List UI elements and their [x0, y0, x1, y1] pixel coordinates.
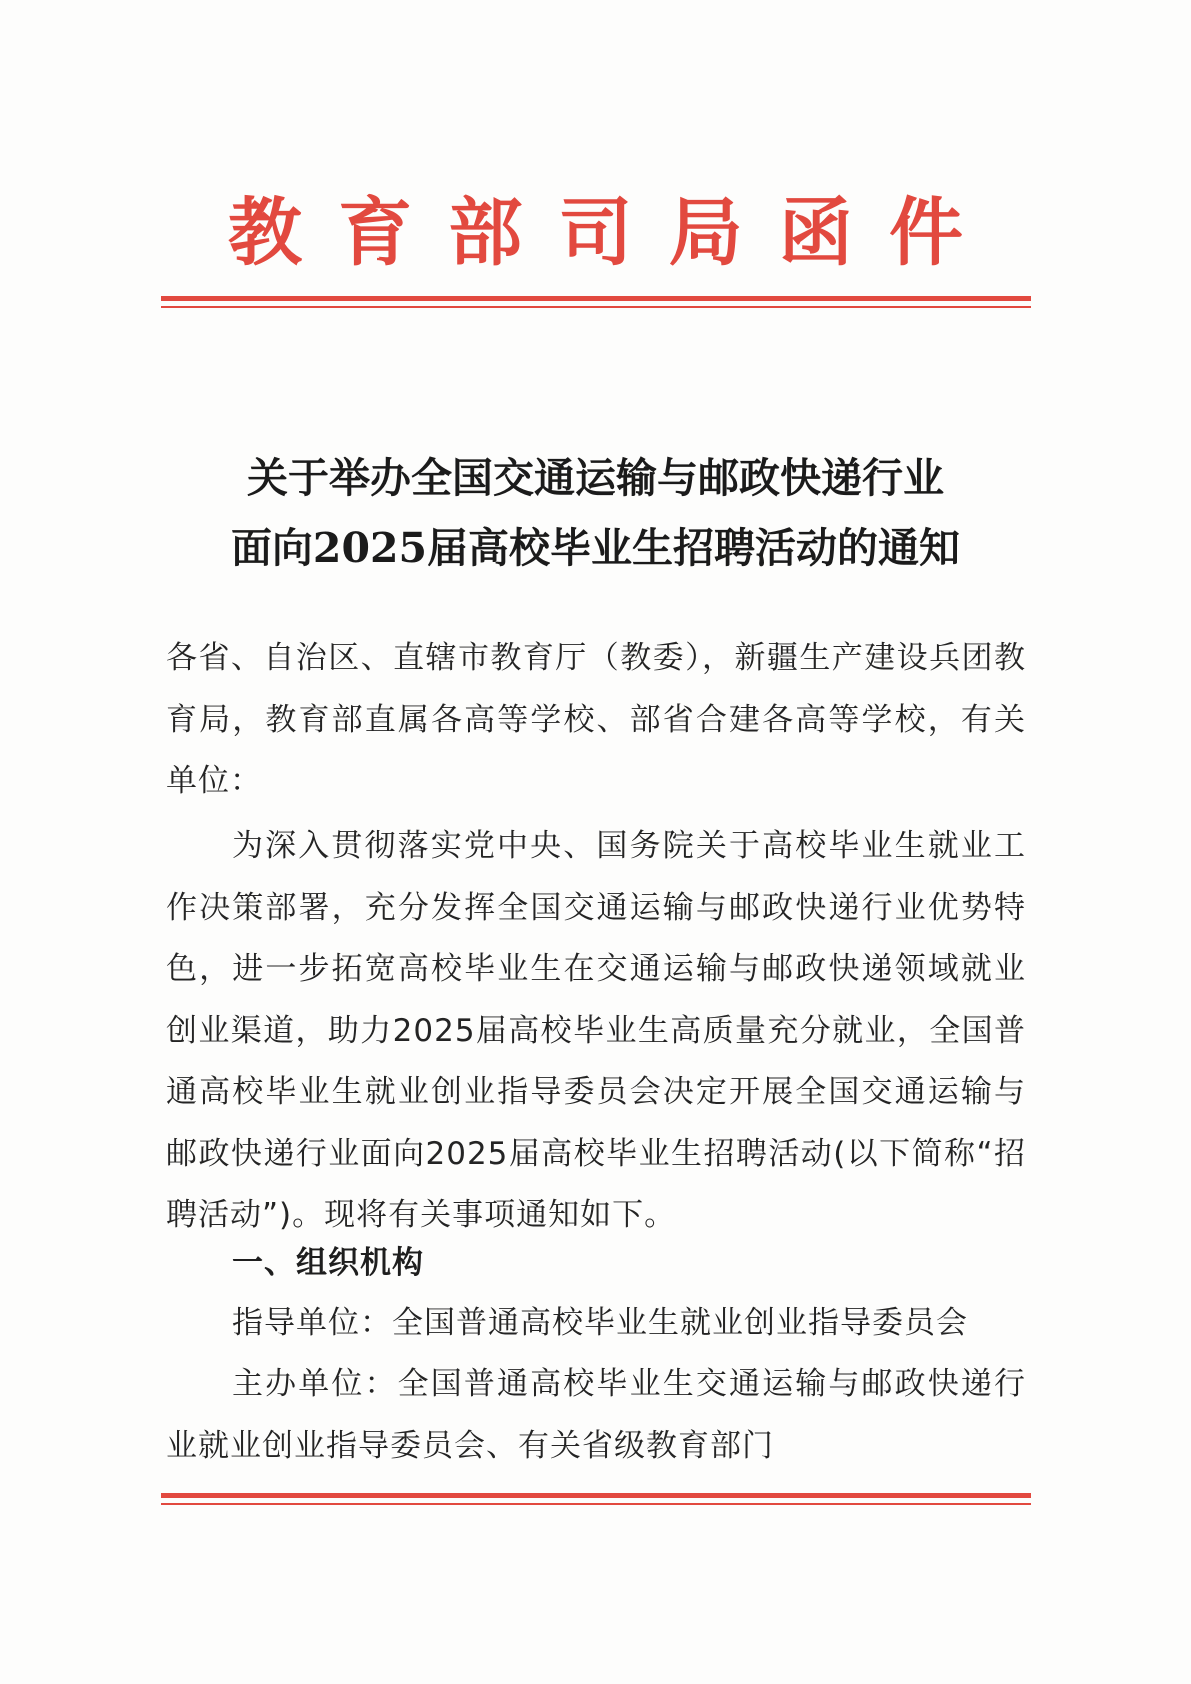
letterhead-char: 局 [668, 190, 743, 276]
letterhead-char: 育 [338, 190, 413, 276]
rule-thin-line [161, 306, 1031, 308]
document-title-line2: 面向2025届高校毕业生招聘活动的通知 [230, 524, 961, 572]
host-unit: 主办单位：全国普通高校毕业生交通运输与邮政快递行业就业创业指导委员会、有关省级教育部门 [166, 1366, 1026, 1464]
letterhead-char: 教 [228, 190, 302, 276]
document-title-line1: 关于举办全国交通运输与邮政快递行业 [247, 454, 944, 502]
letterhead-char: 件 [888, 190, 963, 276]
rule-thick-line [161, 1493, 1031, 1498]
letterhead-title [228, 188, 963, 278]
rule-thin-line [161, 1503, 1031, 1505]
letterhead-char: 函 [778, 190, 853, 276]
footer-rule [161, 1493, 1031, 1505]
salutation: 各省、自治区、直辖市教育厅（教委），新疆生产建设兵团教育局，教育部直属各高等学校、部省合建各高等学校，有关单位： [166, 640, 1026, 799]
section-heading: 一、组织机构 [232, 1245, 424, 1281]
body-paragraph: 为深入贯彻落实党中央、国务院关于高校毕业生就业工作决策部署，充分发挥全国交通运输与邮政快递行业优势特色，进一步拓宽高校毕业生在交通运输与邮政快递领域就业创业渠道，助力2025届高校毕业生高质量充分就业，全国普通高校毕业生就业创业指导委员会决定开展全国交通运输与邮政快递行业面向2025届高校毕业生招聘活动(以下简称“招聘活动”)。现将有关事项通知如下。 [166, 828, 1026, 1233]
guide-unit: 指导单位：全国普通高校毕业生就业创业指导委员会 [232, 1305, 968, 1341]
letterhead-char: 部 [448, 190, 523, 276]
letterhead-char: 司 [558, 190, 633, 276]
rule-thick-line [161, 296, 1031, 301]
letterhead-rule-top [161, 296, 1031, 308]
